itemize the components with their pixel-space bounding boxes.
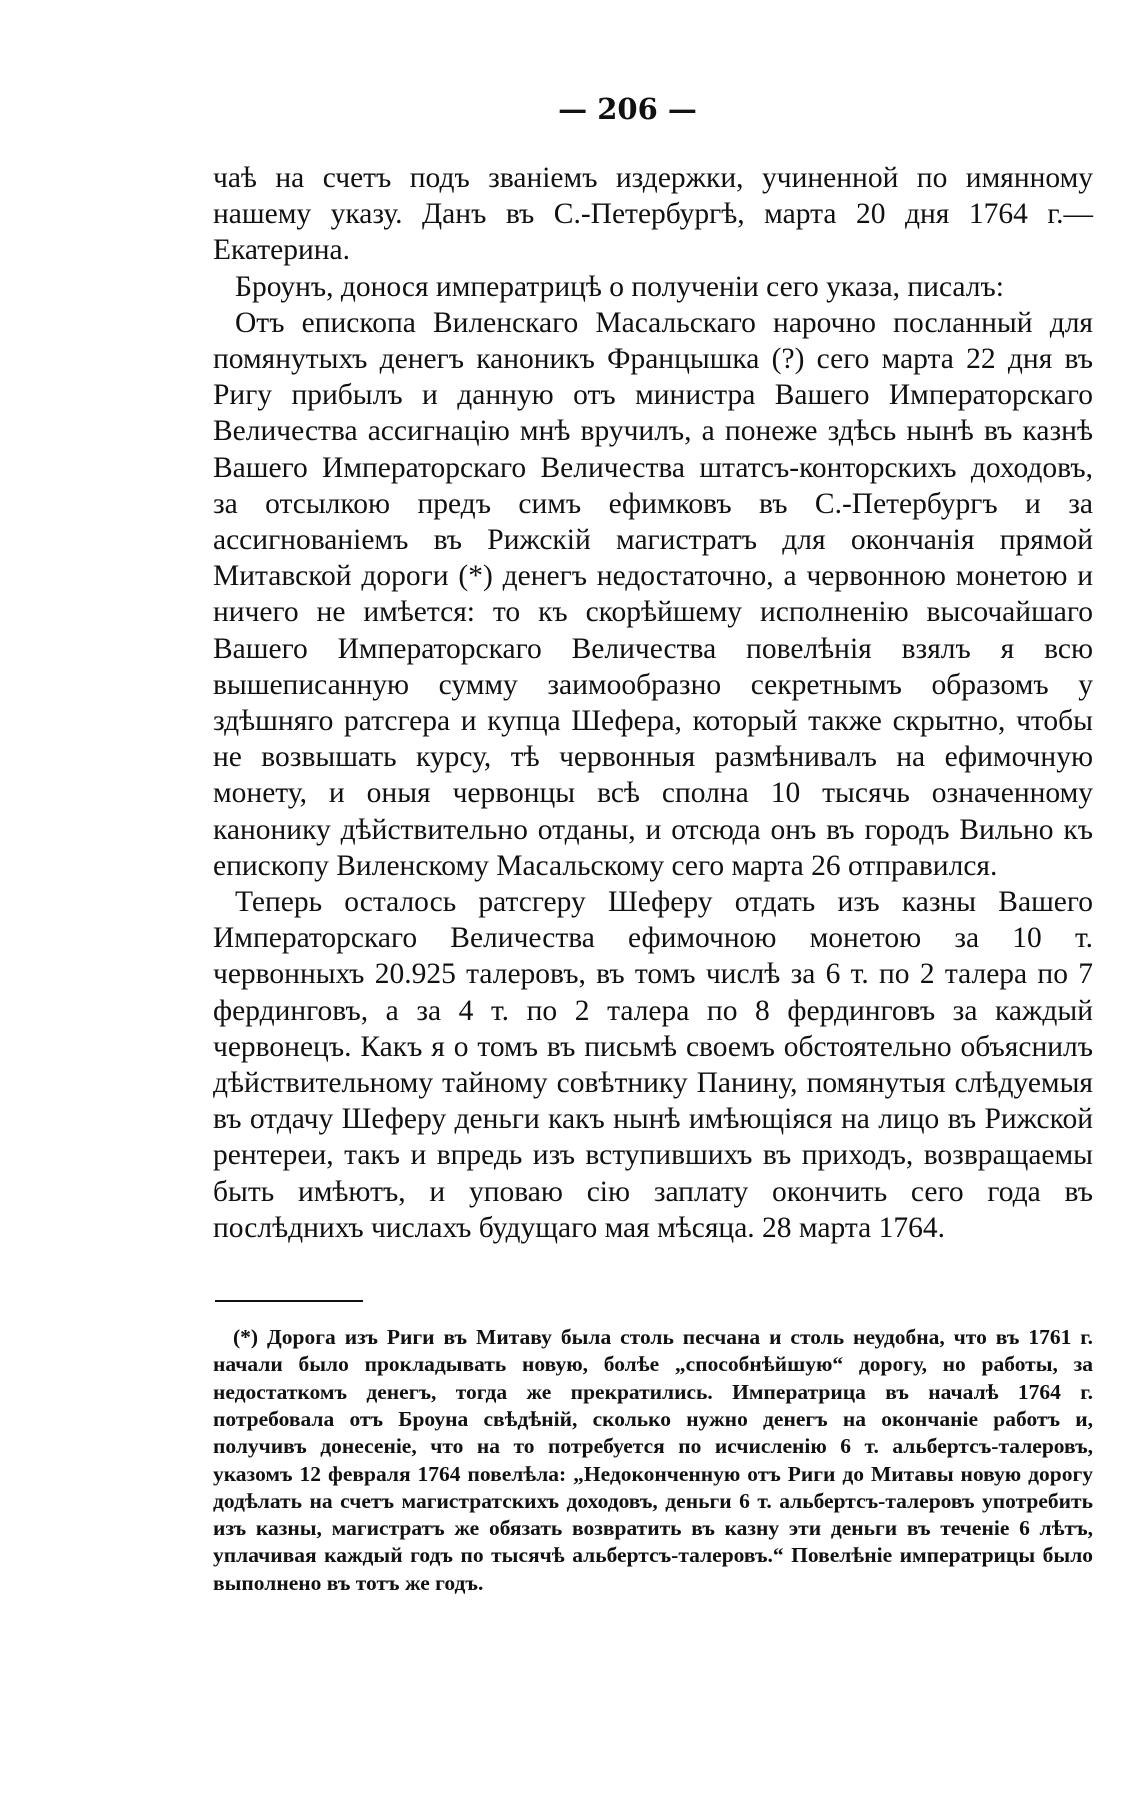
paragraph-report: Отъ епископа Виленскаго Масальскаго нарочно посланный для помянутыхъ денегъ каноникъ Францышка (?) сего марта 22 дня въ Ригу прибылъ и данную отъ министра Вашего Императорскаго Величества ассигнацію мнѣ вручилъ, а понеже здѣсь нынѣ въ казнѣ Вашего Императорскаго Величества штатсъ-конторскихъ доходовъ, за отсылкою предъ симъ ефимковъ въ С.-Петербургъ и за ассигнованіемъ въ Рижскій магистратъ для окончанія прямой Митавской дороги (*) денегъ недостаточно, а червонною монетою и ничего не имѣется: то къ скорѣйшему исполненію высочайшаго Вашего Императорскаго Величества повелѣнія взялъ я всю вышеписанную сумму заимообразно секретнымъ образомъ у здѣшняго ратсгера и купца Шефера, который также скрытно, чтобы не возвышать курсу, тѣ червонныя размѣнивалъ на ефимочную монету, и оныя червонцы всѣ сполна 10 тысячь означенному канонику дѣйствительно отданы, и отсюда онъ въ городъ Вильно къ епископу Виленскому Масальскому сего марта 26 отправился. (213, 306, 1093, 882)
paragraph-decree-end: чаѣ на счетъ подъ званіемъ издержки, учиненной по имянному нашему указу. Данъ въ С.-Петербургѣ, марта 20 дня 1764 г.—Екатерина. (213, 162, 1093, 267)
footnote: (*) Дорога изъ Риги въ Митаву была столь песчана и столь неудобна, что въ 1761 г. начали было прокладывать новую, болѣе „способнѣйшую“ дорогу, но работы, за недостаткомъ денегъ, тогда же прекратились. Императрица въ началѣ 1764 г. потребовала отъ Броуна свѣдѣній, сколько нужно денегъ на окончаніе работъ и, получивъ донесеніе, что на то потребуется по исчисленію 6 т. альбертсъ-талеровъ, указомъ 12 февраля 1764 повелѣла: „Недоконченную отъ Риги до Митавы новую дорогу додѣлать на счетъ магистратскихъ доходовъ, деньги 6 т. альбертсъ-талеровъ употребить изъ казны, магистратъ же обязать возвратить въ казну эти деньги въ теченіе 6 лѣтъ, уплачивая каждый годъ по тысячѣ альбертсъ-талеровъ.“ Повелѣніе императрицы было выполнено въ тотъ же годъ. (213, 1325, 1093, 1595)
paragraph-brown-intro: Броунъ, донося императрицѣ о полученіи сего указа, писалъ: (235, 270, 1004, 303)
paragraph-payment: Теперь осталось ратсгеру Шеферу отдать изъ казны Вашего Императорскаго Величества ефимочною монетою за 10 т. червонныхъ 20.925 талеровъ, въ томъ числѣ за 6 т. по 2 талера по 7 фердинговъ, а за 4 т. по 2 талера по 8 фердинговъ за каждый червонецъ. Какъ я о томъ въ письмѣ своемъ обстоятельно объяснилъ дѣйствительному тайному совѣтнику Панину, помянутыя слѣдуемыя въ отдачу Шеферу деньги какъ нынѣ имѣющіяся на лицо въ Рижской рентереи, такъ и впредь изъ вступившихъ въ приходъ, возвращаемы быть имѣютъ, и уповаю сію заплату окончить сего года въ послѣднихъ числахъ будущаго мая мѣсяца. 28 марта 1764. (213, 886, 1093, 1244)
page-number: — 206 — (558, 92, 697, 126)
footnote-separator (215, 1300, 363, 1302)
main-text (213, 160, 1093, 1246)
